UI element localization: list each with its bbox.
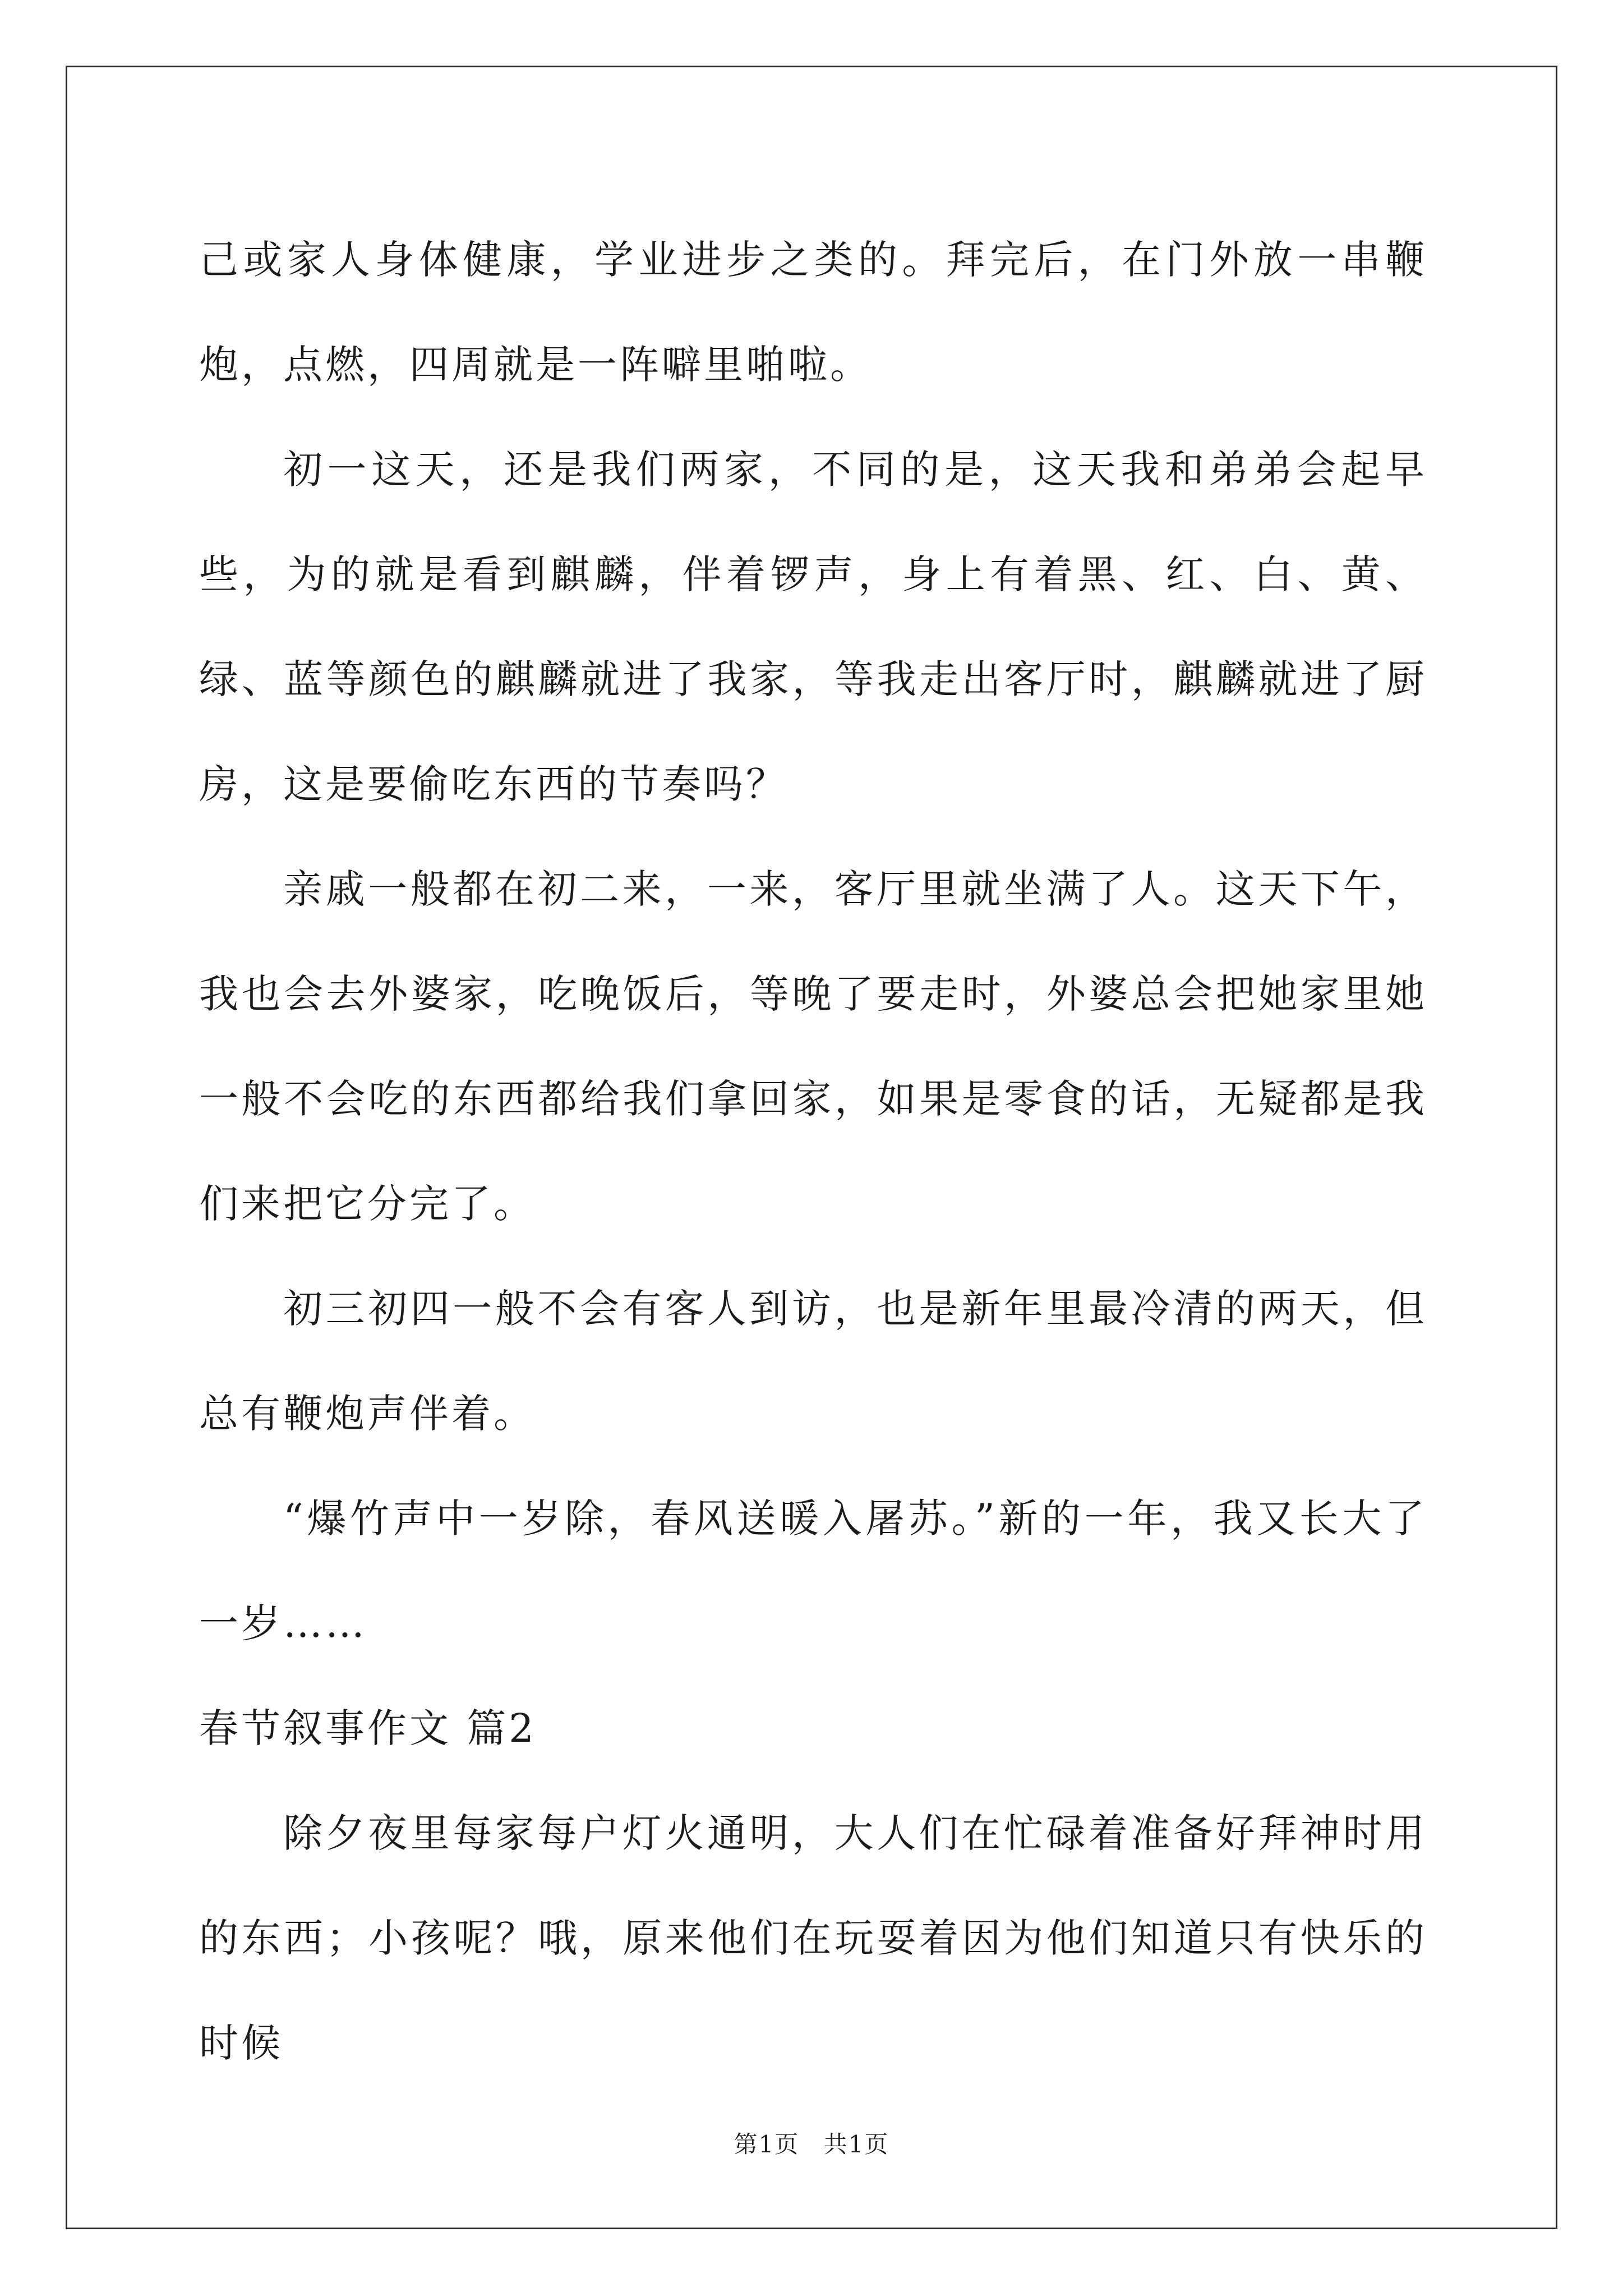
paragraph-1: 己或家人身体健康，学业进步之类的。拜完后，在门外放一串鞭炮，点燃，四周就是一阵噼里啪啦。	[199, 237, 1427, 388]
section-heading: 春节叙事作文 篇2	[199, 1705, 537, 1751]
paragraph-3: 亲戚一般都在初二来，一来，客厅里就坐满了人。这天下午，我也会去外婆家，吃晚饭后，等晚了要走时，外婆总会把她家里她一般不会吃的东西都给我们拿回家，如果是零食的话，无疑都是我们来把它分完了。	[199, 866, 1427, 1227]
document-body	[199, 208, 1427, 2096]
page-footer	[0, 2126, 1623, 2160]
page-number: 第1页	[734, 2131, 800, 2158]
page-total: 共1页	[823, 2131, 889, 2158]
paragraph-2: 初一这天，还是我们两家，不同的是，这天我和弟弟会起早些，为的就是看到麒麟，伴着锣声，身上有着黑、红、白、黄、绿、蓝等颜色的麒麟就进了我家，等我走出客厅时，麒麟就进了厨房，这是要偷吃东西的节奏吗？	[199, 447, 1427, 807]
paragraph-6: 除夕夜里每家每户灯火通明，大人们在忙碌着准备好拜神时用的东西；小孩呢？哦，原来他们在玩耍着因为他们知道只有快乐的时候	[199, 1810, 1427, 2066]
paragraph-5: “爆竹声中一岁除，春风送暖入屠苏。”新的一年，我又长大了一岁……	[199, 1496, 1427, 1646]
paragraph-4: 初三初四一般不会有客人到访，也是新年里最冷清的两天，但总有鞭炮声伴着。	[199, 1286, 1427, 1437]
